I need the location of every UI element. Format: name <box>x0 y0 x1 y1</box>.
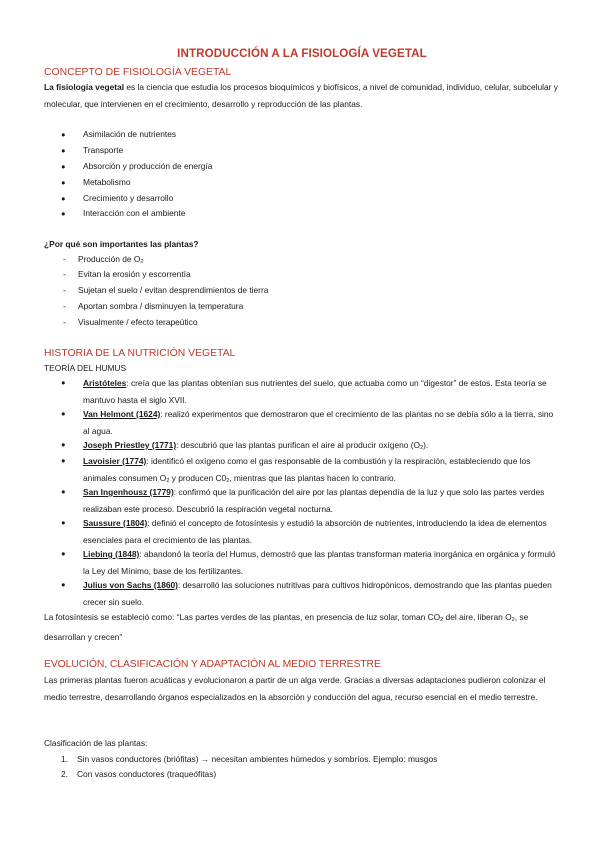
dash-icon: - <box>63 269 66 279</box>
bullet-icon: ● <box>61 178 66 187</box>
definition-text: es la ciencia que estudia los procesos bioquímicos y biofísicos, a nivel de comunidad, individuo, celular, subcelular y molecular, que intervienen en el crecimiento, desarrollo y reproducción de las plantas. <box>44 82 558 109</box>
document-title: INTRODUCCIÓN A LA FISIOLOGÍA VEGETAL <box>177 47 427 60</box>
importance-question: ¿Por qué son importantes las plantas? <box>44 239 199 249</box>
heading-concepto: CONCEPTO DE FISIOLOGÍA VEGETAL <box>44 67 232 78</box>
dash-icon: - <box>63 301 66 311</box>
bullet-icon: ● <box>61 456 66 465</box>
bullet-icon: ● <box>61 146 66 155</box>
heading-evolucion: EVOLUCIÓN, CLASIFICACIÓN Y ADAPTACIÓN AL MEDIO TERRESTRE <box>44 659 381 670</box>
bullet-icon: ● <box>61 378 66 387</box>
history-entry: ● Van Helmont (1624): realizó experimentos que demostraron que el crecimiento de las plantas no se debía sólo a la tierra, sino al agua. <box>61 406 560 439</box>
history-entry: ● Saussure (1804): definió el concepto de fotosíntesis y estudió la absorción de nutrientes, introduciendo la idea de elementos esenciales para el crecimiento de las plantas. <box>61 515 560 548</box>
subheading-humus: TEORÍA DEL HUMUS <box>44 363 127 373</box>
bullet-icon: ● <box>61 549 66 558</box>
bullet-icon: ● <box>61 487 66 496</box>
definition-paragraph <box>44 79 560 112</box>
bullet-icon: ● <box>61 440 66 449</box>
bullet-icon: ● <box>61 580 66 589</box>
bullet-icon: ● <box>61 162 66 171</box>
dash-icon: - <box>63 285 66 295</box>
bullet-icon: ● <box>61 194 66 203</box>
bullet-icon: ● <box>61 518 66 527</box>
history-entry: ● Aristóteles: creía que las plantas obtenían sus nutrientes del suelo, que actuaba como un “digestor” de estos. Esta teoría se mantuvo hasta el siglo XVII. <box>61 375 560 408</box>
history-entry: ● Lavoisier (1774): identificó el oxígeno como el gas responsable de la combustión y la respiración, estableciendo que los animales consumen $O_2$ y producen $C0_2$, mientras que las plantas hacen lo contrario. <box>61 453 560 489</box>
heading-historia: HISTORIA DE LA NUTRICIÓN VEGETAL <box>44 348 236 359</box>
bullet-icon: ● <box>61 130 66 139</box>
history-entry: ● Joseph Priestley (1771): descubrió que las plantas purifican el aire al producir oxígeno $(O_2)$. <box>61 437 560 457</box>
bullet-icon: ● <box>61 409 66 418</box>
history-entry: ● San Ingenhousz (1779): confirmó que la purificación del aire por las plantas dependía de la luz y que solo las partes verdes realizaban este proceso. Descubrió la respiración vegetal nocturna. <box>61 484 560 517</box>
history-entry: ● Liebing (1848): abandonó la teoría del Humus, demostró que las plantas transforman materia inorgánica en orgánica y formuló la Ley del Mínimo, base de los fertilizantes. <box>61 546 560 579</box>
classification-label: Clasificación de las plantas: <box>44 738 148 748</box>
evolution-paragraph: Las primeras plantas fueron acuáticas y evolucionaron a partir de un alga verde. Gracias a diversas adaptaciones pudieron colonizar el medio terrestre, desarrollando órganos especializados en la absorción y conducción del agua, recurso esencial en el medio terrestre. <box>44 675 546 702</box>
definition-bold: La fisiología vegetal <box>44 82 125 92</box>
dash-icon: - <box>63 254 66 264</box>
photosynthesis-paragraph: La fotosíntesis se estableció como: “Las partes verdes de las plantas, en presencia de luz solar, toman $CO_2$ del aire, liberan $O_2$, se desarrollan y crecen” <box>44 612 529 642</box>
history-entry: ● Julius von Sachs (1860): desarrolló las soluciones nutritivas para cultivos hidropónicos, demostrando que las plantas pueden crecer sin suelo. <box>61 577 560 610</box>
dash-icon: - <box>63 317 66 327</box>
bullet-icon: ● <box>61 209 66 218</box>
